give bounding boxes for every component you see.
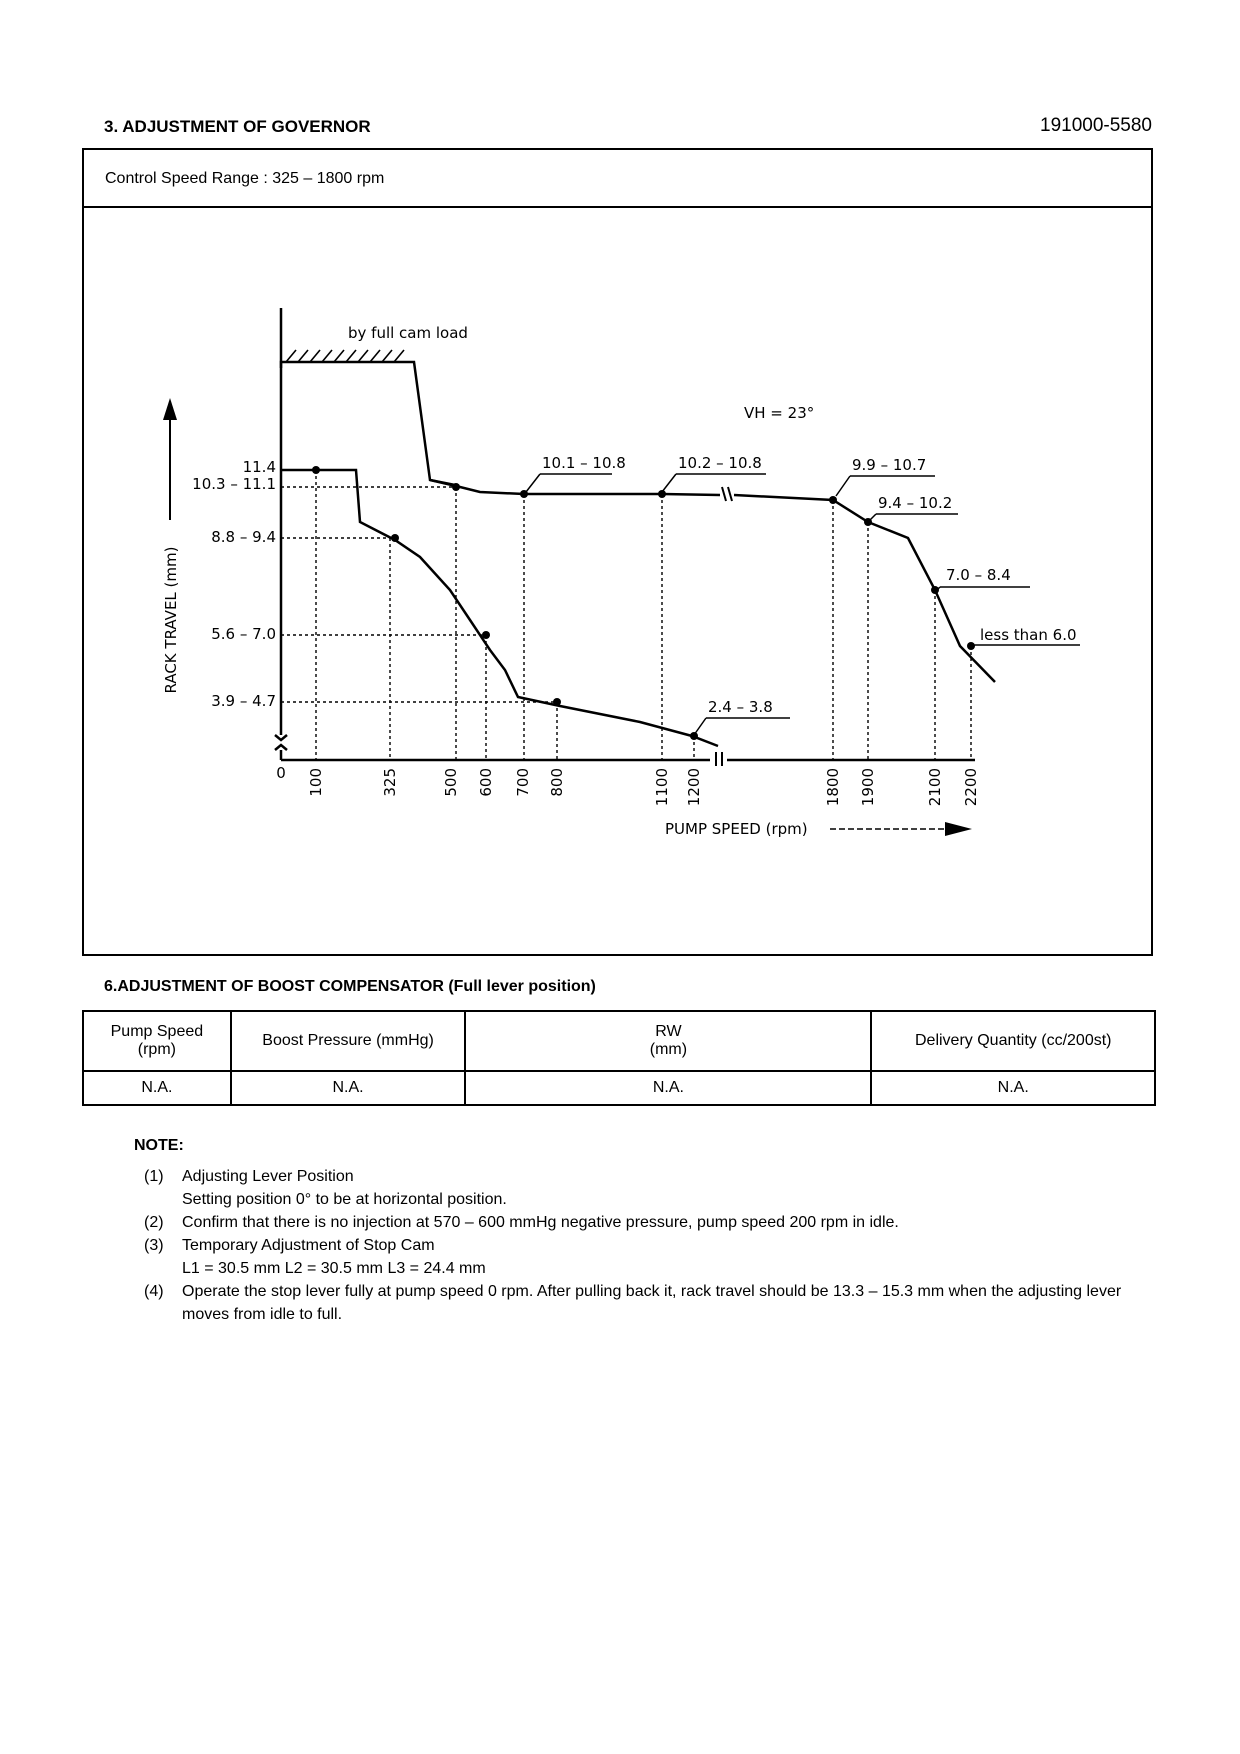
table-cell: N.A. xyxy=(231,1071,466,1105)
table-header-row xyxy=(83,1011,1155,1071)
guide-lines xyxy=(281,470,971,760)
x-tick-label: 1100 xyxy=(653,768,671,807)
x-tick-label: 600 xyxy=(477,768,495,797)
data-markers xyxy=(312,466,975,740)
section-title: 3. ADJUSTMENT OF GOVERNOR xyxy=(104,117,371,136)
data-point xyxy=(829,496,837,504)
x-tick-label: 325 xyxy=(381,768,399,797)
note-title: NOTE: xyxy=(134,1137,184,1154)
note-number: (4) xyxy=(144,1283,164,1300)
header-rw: RW (mm) xyxy=(465,1011,871,1071)
data-point xyxy=(312,466,320,474)
callout-label: 10.2 – 10.8 xyxy=(678,454,762,472)
x-tick-label: 700 xyxy=(514,768,532,797)
table-cell: N.A. xyxy=(465,1071,871,1105)
x-tick-label: 1200 xyxy=(685,768,703,807)
note-item xyxy=(144,1165,1164,1211)
callout-label: 9.9 – 10.7 xyxy=(852,456,927,474)
note-number: (3) xyxy=(144,1237,164,1254)
annotation-vh: VH = 23° xyxy=(744,404,815,422)
data-point xyxy=(452,483,460,491)
annotation-full-cam-load: by full cam load xyxy=(348,324,468,342)
boost-section-title: 6.ADJUSTMENT OF BOOST COMPENSATOR (Full lever position) xyxy=(104,978,596,995)
x-axis-arrow xyxy=(830,822,972,836)
table-cell: N.A. xyxy=(871,1071,1155,1105)
x-tick-label: 500 xyxy=(442,768,460,797)
note-text: Operate the stop lever fully at pump speed 0 rpm. After pulling back it, rack travel should be 13.3 – 15.3 mm when the adjusting lever moves from idle to full. xyxy=(182,1283,1122,1323)
full-cam-load-block xyxy=(281,350,455,485)
note-item xyxy=(144,1280,1164,1326)
x-tick-label: 2200 xyxy=(962,768,980,807)
x-axis-label: PUMP SPEED (rpm) xyxy=(665,820,808,838)
control-speed-range: Control Speed Range : 325 – 1800 rpm xyxy=(84,150,1151,208)
note-text: Temporary Adjustment of Stop Cam L1 = 30.5 mm L2 = 30.5 mm L3 = 24.4 mm xyxy=(182,1237,486,1277)
header-boost-pressure: Boost Pressure (mmHg) xyxy=(231,1011,466,1071)
callouts xyxy=(526,474,1080,735)
note-number: (1) xyxy=(144,1168,164,1185)
callout-label: 10.1 – 10.8 xyxy=(542,454,626,472)
y-tick-label: 3.9 – 4.7 xyxy=(211,692,276,710)
table-cell: N.A. xyxy=(83,1071,231,1105)
data-point xyxy=(482,631,490,639)
x-tick-label: 0 xyxy=(276,764,286,782)
note-number: (2) xyxy=(144,1214,164,1231)
y-axis-label: RACK TRAVEL (mm) xyxy=(162,546,180,694)
boost-compensator-table xyxy=(82,1010,1156,1106)
table-row xyxy=(83,1071,1155,1105)
x-axis xyxy=(281,752,975,766)
y-tick-label: 10.3 – 11.1 xyxy=(192,475,276,493)
y-axis xyxy=(275,308,287,760)
callout-label: 9.4 – 10.2 xyxy=(878,494,953,512)
callout-label: 2.4 – 3.8 xyxy=(708,698,773,716)
x-tick-label: 1800 xyxy=(824,768,842,807)
idle-curve xyxy=(281,470,718,746)
data-point xyxy=(690,732,698,740)
notes-list xyxy=(144,1165,1164,1326)
y-axis-arrow xyxy=(163,398,177,520)
callout-label: less than 6.0 xyxy=(980,626,1077,644)
note-text: Confirm that there is no injection at 570 – 600 mmHg negative pressure, pump speed 200 rpm in idle. xyxy=(182,1214,899,1231)
x-tick-label: 800 xyxy=(548,768,566,797)
part-number: 191000-5580 xyxy=(1040,115,1152,136)
x-tick-label: 100 xyxy=(307,768,325,797)
x-tick-label: 2100 xyxy=(926,768,944,807)
header-delivery-quantity: Delivery Quantity (cc/200st) xyxy=(871,1011,1155,1071)
x-tick-labels xyxy=(276,764,980,806)
data-point xyxy=(391,534,399,542)
header-pump-speed: Pump Speed (rpm) xyxy=(83,1011,231,1071)
note-item xyxy=(144,1211,1164,1234)
y-tick-label: 11.4 xyxy=(242,458,276,476)
callout-label: 7.0 – 8.4 xyxy=(946,566,1011,584)
note-text: Adjusting Lever Position Setting position 0° to be at horizontal position. xyxy=(182,1168,507,1208)
y-tick-label: 8.8 – 9.4 xyxy=(211,528,276,546)
x-tick-label: 1900 xyxy=(859,768,877,807)
note-item xyxy=(144,1234,1164,1280)
y-tick-label: 5.6 – 7.0 xyxy=(211,625,276,643)
data-point xyxy=(553,698,561,706)
